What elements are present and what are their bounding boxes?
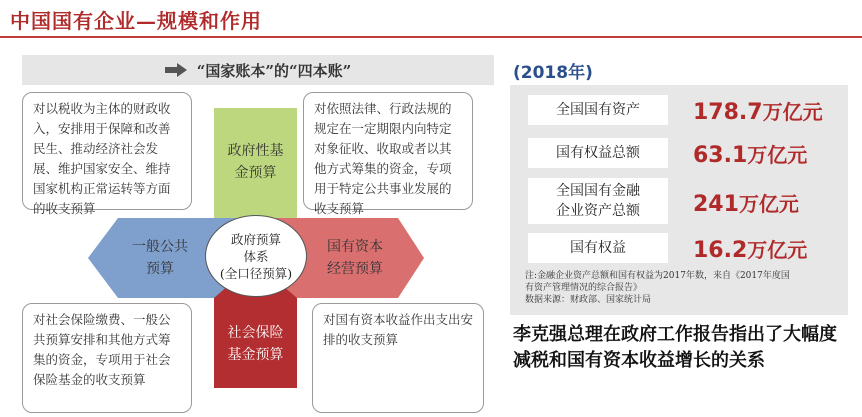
banner-text: “国家账本”的“四本账”: [196, 61, 352, 80]
stat-value-equity: 16.2万亿元: [693, 238, 808, 263]
page-title: 中国国有企业—规模和作用: [10, 9, 262, 33]
stat-label-national-assets: 全国国有资产: [528, 95, 668, 125]
tile-left-label: 一般公共 预算: [132, 239, 188, 277]
description-fund-budget: 对依照法律、行政法规的规定在一定期限内向特定对象征收、收取或者以其他方式筹集的资金，专项用于特定公共事业发展的收支预算: [303, 92, 473, 210]
stat-label-equity: 国有权益: [528, 233, 668, 263]
stat-label-financial-assets: 全国国有金融 企业资产总额: [528, 178, 668, 224]
stat-value-equity-total: 63.1万亿元: [693, 143, 808, 168]
tile-right-label: 国有资本 经营预算: [327, 239, 383, 277]
source-note: 注:金融企业资产总额和国有权益为2017年数，来自《2017年度国 有资产管理情况的综合报告》 数据来源：财政部、国家统计局: [525, 271, 790, 305]
tile-bottom-label: 社会保险 基金预算: [227, 325, 284, 363]
description-general-budget: 对以税收为主体的财政收入，安排用于保障和改善民生、推动经济社会发展、维护国家安全、维持国家机构正常运转等方面的收支预算: [22, 92, 192, 210]
center-circle: 政府预算 体系 (全口径预算): [205, 215, 307, 297]
stat-value-national-assets: 178.7万亿元: [693, 100, 823, 125]
description-state-capital-budget: 对国有资本收益作出支出安排的收支预算: [312, 303, 484, 413]
stat-label-equity-total: 国有权益总额: [528, 138, 668, 168]
summary-text: 李克强总理在政府工作报告指出了大幅度减税和国有资本收益增长的关系: [513, 324, 837, 371]
stat-value-financial-assets: 241万亿元: [693, 192, 799, 217]
year-label: (2018年): [513, 63, 593, 83]
tile-top-label: 政府性基 金预算: [227, 143, 284, 181]
description-social-insurance-budget: 对社会保险缴费、一般公共预算安排和其他方式筹集的资金，专项用于社会保险基金的收支预算: [22, 303, 192, 413]
